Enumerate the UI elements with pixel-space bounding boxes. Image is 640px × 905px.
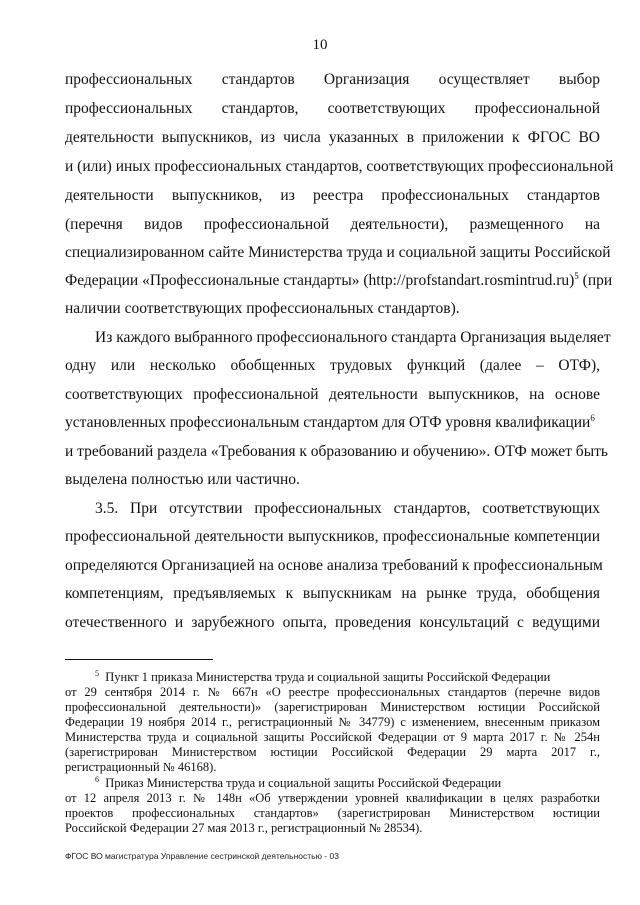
body-line-tail: (при — [578, 272, 613, 289]
body-line: деятельности выпускников, из реестра профессиональных стандартов — [65, 187, 600, 204]
body-line: (перечня видов профессиональной деятельности), размещенного на — [65, 216, 600, 233]
body-line: профессиональных стандартов, соответствующих профессиональной — [65, 100, 600, 117]
footnote-text: Приказ Министерства труда и социальной защиты Российской Федерации — [105, 776, 502, 790]
body-line: 3.5. При отсутствии профессиональных стандартов, соответствующих — [95, 500, 600, 517]
document-footer: ФГОС ВО магистратура Управление сестринской деятельностью - 03 — [65, 851, 339, 861]
footnote-line: регистрационный № 46168). — [65, 760, 217, 774]
footnote-line: от 12 апреля 2013 г. № 148н «Об утверждении уровней квалификации в целях разработки — [65, 791, 600, 805]
body-line: наличии соответствующих профессиональных стандартов). — [65, 300, 460, 317]
footnote-text: Пункт 1 приказа Министерства труда и социальной защиты Российской Федерации — [105, 670, 551, 684]
footnote-line: от 29 сентября 2014 г. № 667н «О реестре профессиональных стандартов (перечне видов — [65, 685, 600, 699]
footnote-separator — [65, 659, 213, 660]
footnote-number: 5 — [95, 669, 99, 678]
footnote-line — [95, 776, 600, 790]
footnote-line: Министерства труда и социальной защиты Российской Федерации от 9 марта 2017 г. № 254н — [65, 730, 600, 744]
body-line: и (или) иных профессиональных стандартов, соответствующих профессиональной — [65, 158, 614, 175]
body-line: компетенциям, предъявляемых к выпускникам на рынке труда, обобщения — [65, 585, 600, 602]
body-line-with-footnote — [65, 271, 613, 291]
body-line: профессиональной деятельности выпускников, профессиональные компетенции — [65, 528, 600, 545]
scan-edge — [0, 898, 640, 905]
footnote-line — [95, 670, 600, 684]
body-line: специализированном сайте Министерства труда и социальной защиты Российской — [65, 244, 611, 261]
footnote-number: 6 — [95, 775, 99, 784]
body-line: деятельности выпускников, из числа указанных в приложении к ФГОС ВО — [65, 129, 600, 146]
body-line: соответствующих профессиональной деятельности выпускников, на основе — [65, 386, 600, 403]
footnote-line: профессиональной деятельности)» (зарегистрирован Министерством юстиции Российской — [65, 700, 600, 714]
body-line: отечественного и зарубежного опыта, проведения консультаций с ведущими — [65, 614, 600, 631]
body-line: Из каждого выбранного профессионального стандарта Организация выделяет — [95, 329, 611, 346]
page-number: 10 — [312, 37, 328, 53]
footnote-line: Российской Федерации 27 мая 2013 г., регистрационный № 28534). — [65, 821, 423, 835]
body-line: определяются Организацией на основе анализа требований к профессиональным — [65, 557, 603, 574]
footnote-ref: 6 — [590, 413, 595, 423]
body-line: выделена полностью или частично. — [65, 471, 300, 488]
footnote-line: проектов профессиональных стандартов» (зарегистрирован Министерством юстиции — [65, 806, 600, 820]
body-line: профессиональных стандартов Организация осуществляет выбор — [65, 71, 600, 88]
footnote-line: (зарегистрирован Министерством юстиции Российской Федерации 29 марта 2017 г., — [65, 745, 600, 759]
body-line-text: Федерации «Профессиональные стандарты» (http://profstandart.rosmintrud.ru) — [65, 272, 575, 289]
body-line: и требований раздела «Требования к образованию и обучению». ОТФ может быть — [65, 443, 608, 460]
body-line-with-footnote — [65, 413, 600, 433]
body-line: одну или несколько обобщенных трудовых функций (далее – ОТФ), — [65, 357, 600, 374]
footnote-ref: 5 — [574, 271, 579, 281]
footnote-line: Федерации 19 ноября 2014 г., регистрационный № 34779) с изменением, внесенным приказом — [65, 715, 600, 729]
body-line-text: установленных профессиональным стандартом для ОТФ уровня квалификации — [65, 414, 591, 431]
